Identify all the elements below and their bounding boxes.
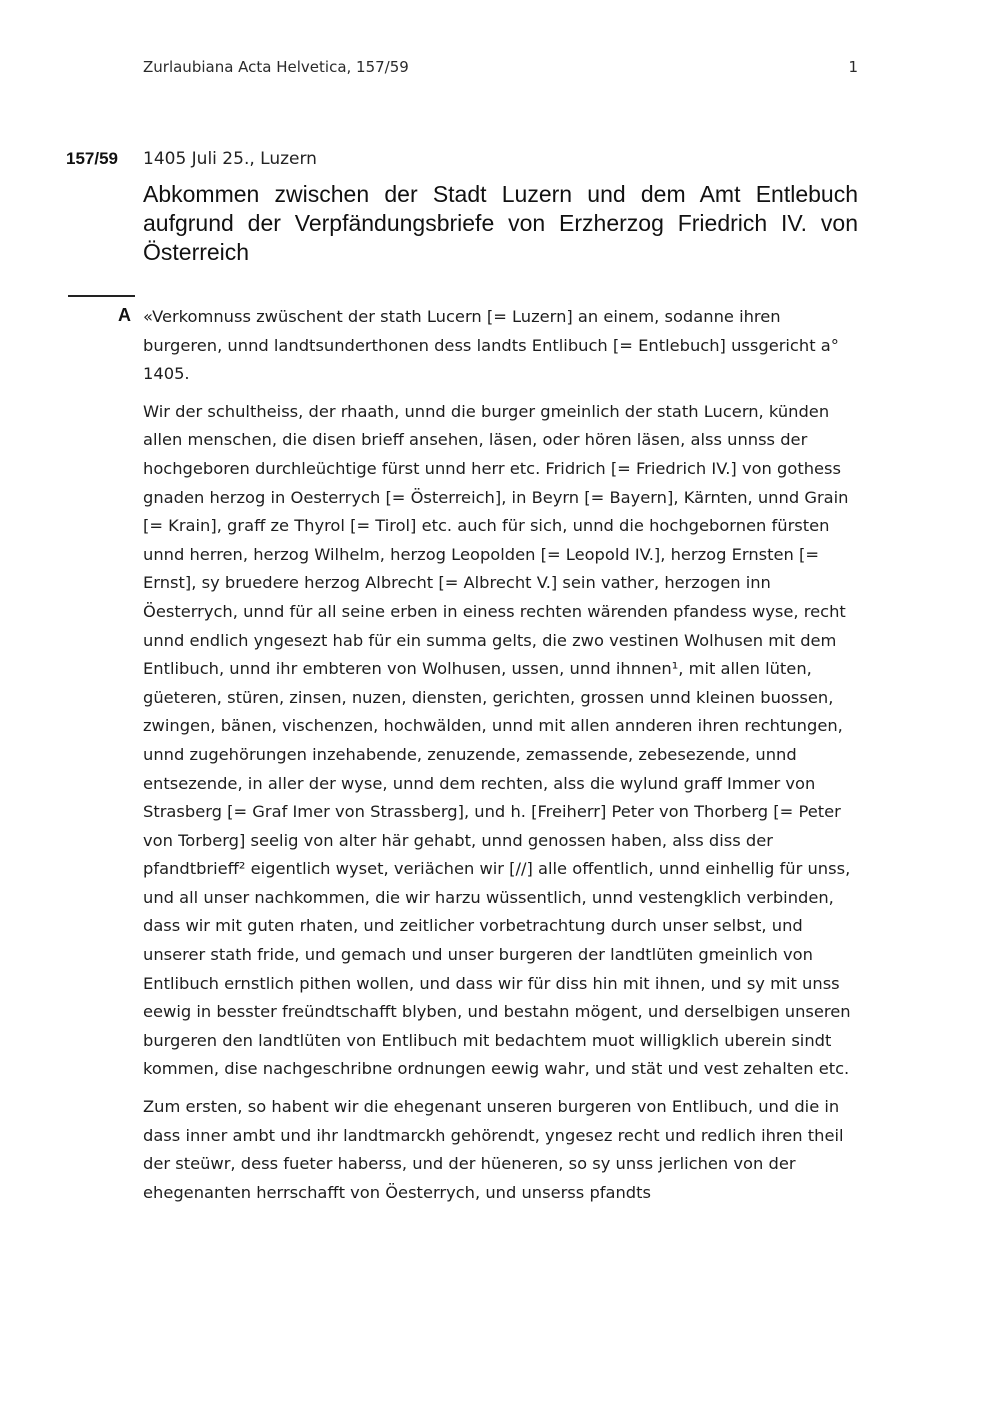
document-body [143,303,858,1216]
document-title: Abkommen zwischen der Stadt Luzern und dem Amt Entlebuch aufgrund der Verpfändungsbriefe von Erzherzog Friedrich IV. von Österreich [143,181,858,265]
page-number: 1 [848,58,858,76]
collection-title: Zurlaubiana Acta Helvetica, 157/59 [143,58,409,76]
section-divider [68,295,135,297]
running-header [143,58,858,76]
paragraph: Zum ersten, so habent wir die ehegenant unseren burgeren von Entlibuch, und die in dass inner ambt und ihr landtmarckh gehörendt, yngesez recht und redlich ihren theil der steüwr, dess fueter haberss, und der hüeneren, so sy unss jerlichen von der ehegenanten herrschafft von Öesterrych, und unserss pfandts [143,1097,844,1202]
section-label: A [118,305,131,325]
paragraph: «Verkomnuss zwüschent der stath Lucern [= Luzern] an einem, sodanne ihren burgeren, unnd landtsunderthonen dess landts Entlibuch [= Entlebuch] ussgericht a° 1405. [143,307,839,384]
document-date-place: 1405 Juli 25., Luzern [143,149,317,169]
document-id: 157/59 [66,149,118,168]
paragraph: Wir der schultheiss, der rhaath, unnd die burger gmeinlich der stath Lucern, künden allen menschen, die disen brieff ansehen, läsen, oder hören läsen, alss unnss der hochgeboren durchleüchtige fürst unnd herr etc. Fridrich [= Friedrich IV.] von gothess gnaden herzog in Oesterrych [= Österreich], in Beyrn [= Bayern], Kärnten, unnd Grain [= Krain], graff ze Thyrol [= Tirol] etc. auch für sich, unnd die hochgebornen fürsten unnd herren, herzog Wilhelm, herzog Leopolden [= Leopold IV.], herzog Ernsten [= Ernst], sy bruedere herzog Albrecht [= Albrecht V.] sein vather, herzogen inn Öesterrych, unnd für all seine erben in einess rechten wärenden pfandess wyse, recht unnd endlich yngesezt hab für ein summa gelts, die zwo vestinen Wolhusen mit dem Entlibuch, unnd ihr embteren von Wolhusen, ussen, unnd ihnnen¹, mit allen lüten, güeteren, stüren, zinsen, nuzen, diensten, gerichten, grossen unnd kleinen buossen, zwingen, bänen, vischenzen, hochwälden, unnd mit allen annderen ihren rechtungen, unnd zugehörungen inzehabende, zenuzende, zemassende, zebesezende, unnd entsezende, in aller der wyse, unnd dem rechten, alss die wylund graff Immer von Strasberg [= Graf Imer von Strassberg], und h. [Freiherr] Peter von Thorberg [= Peter von Torberg] seelig von alter här gehabt, unnd genossen haben, alss diss der pfandtbrieff² eigentlich wyset, veriächen wir [//] alle offentlich, unnd einhellig für unss, und all unser nachkommen, die wir harzu wüssentlich, unnd vestengklich verbinden, dass wir mit guten rhaten, und zeitlicher vorbetrachtung durch unser selbst, und unserer stath fride, und gemach und unser burgeren der landtlüten gmeinlich von Entlibuch ernstlich pithen wollen, und dass wir für diss hin mit ihnen, und sy mit unss eewig in besster freündtschafft blyben, und bestahn mögent, und derselbigen unseren burgeren den landtlüten von Entlibuch mit bedachtem muot willigklich uberein sindt kommen, dise nachgeschribne ordnungen eewig wahr, und stät und vest zehalten etc. [143,401,851,1079]
